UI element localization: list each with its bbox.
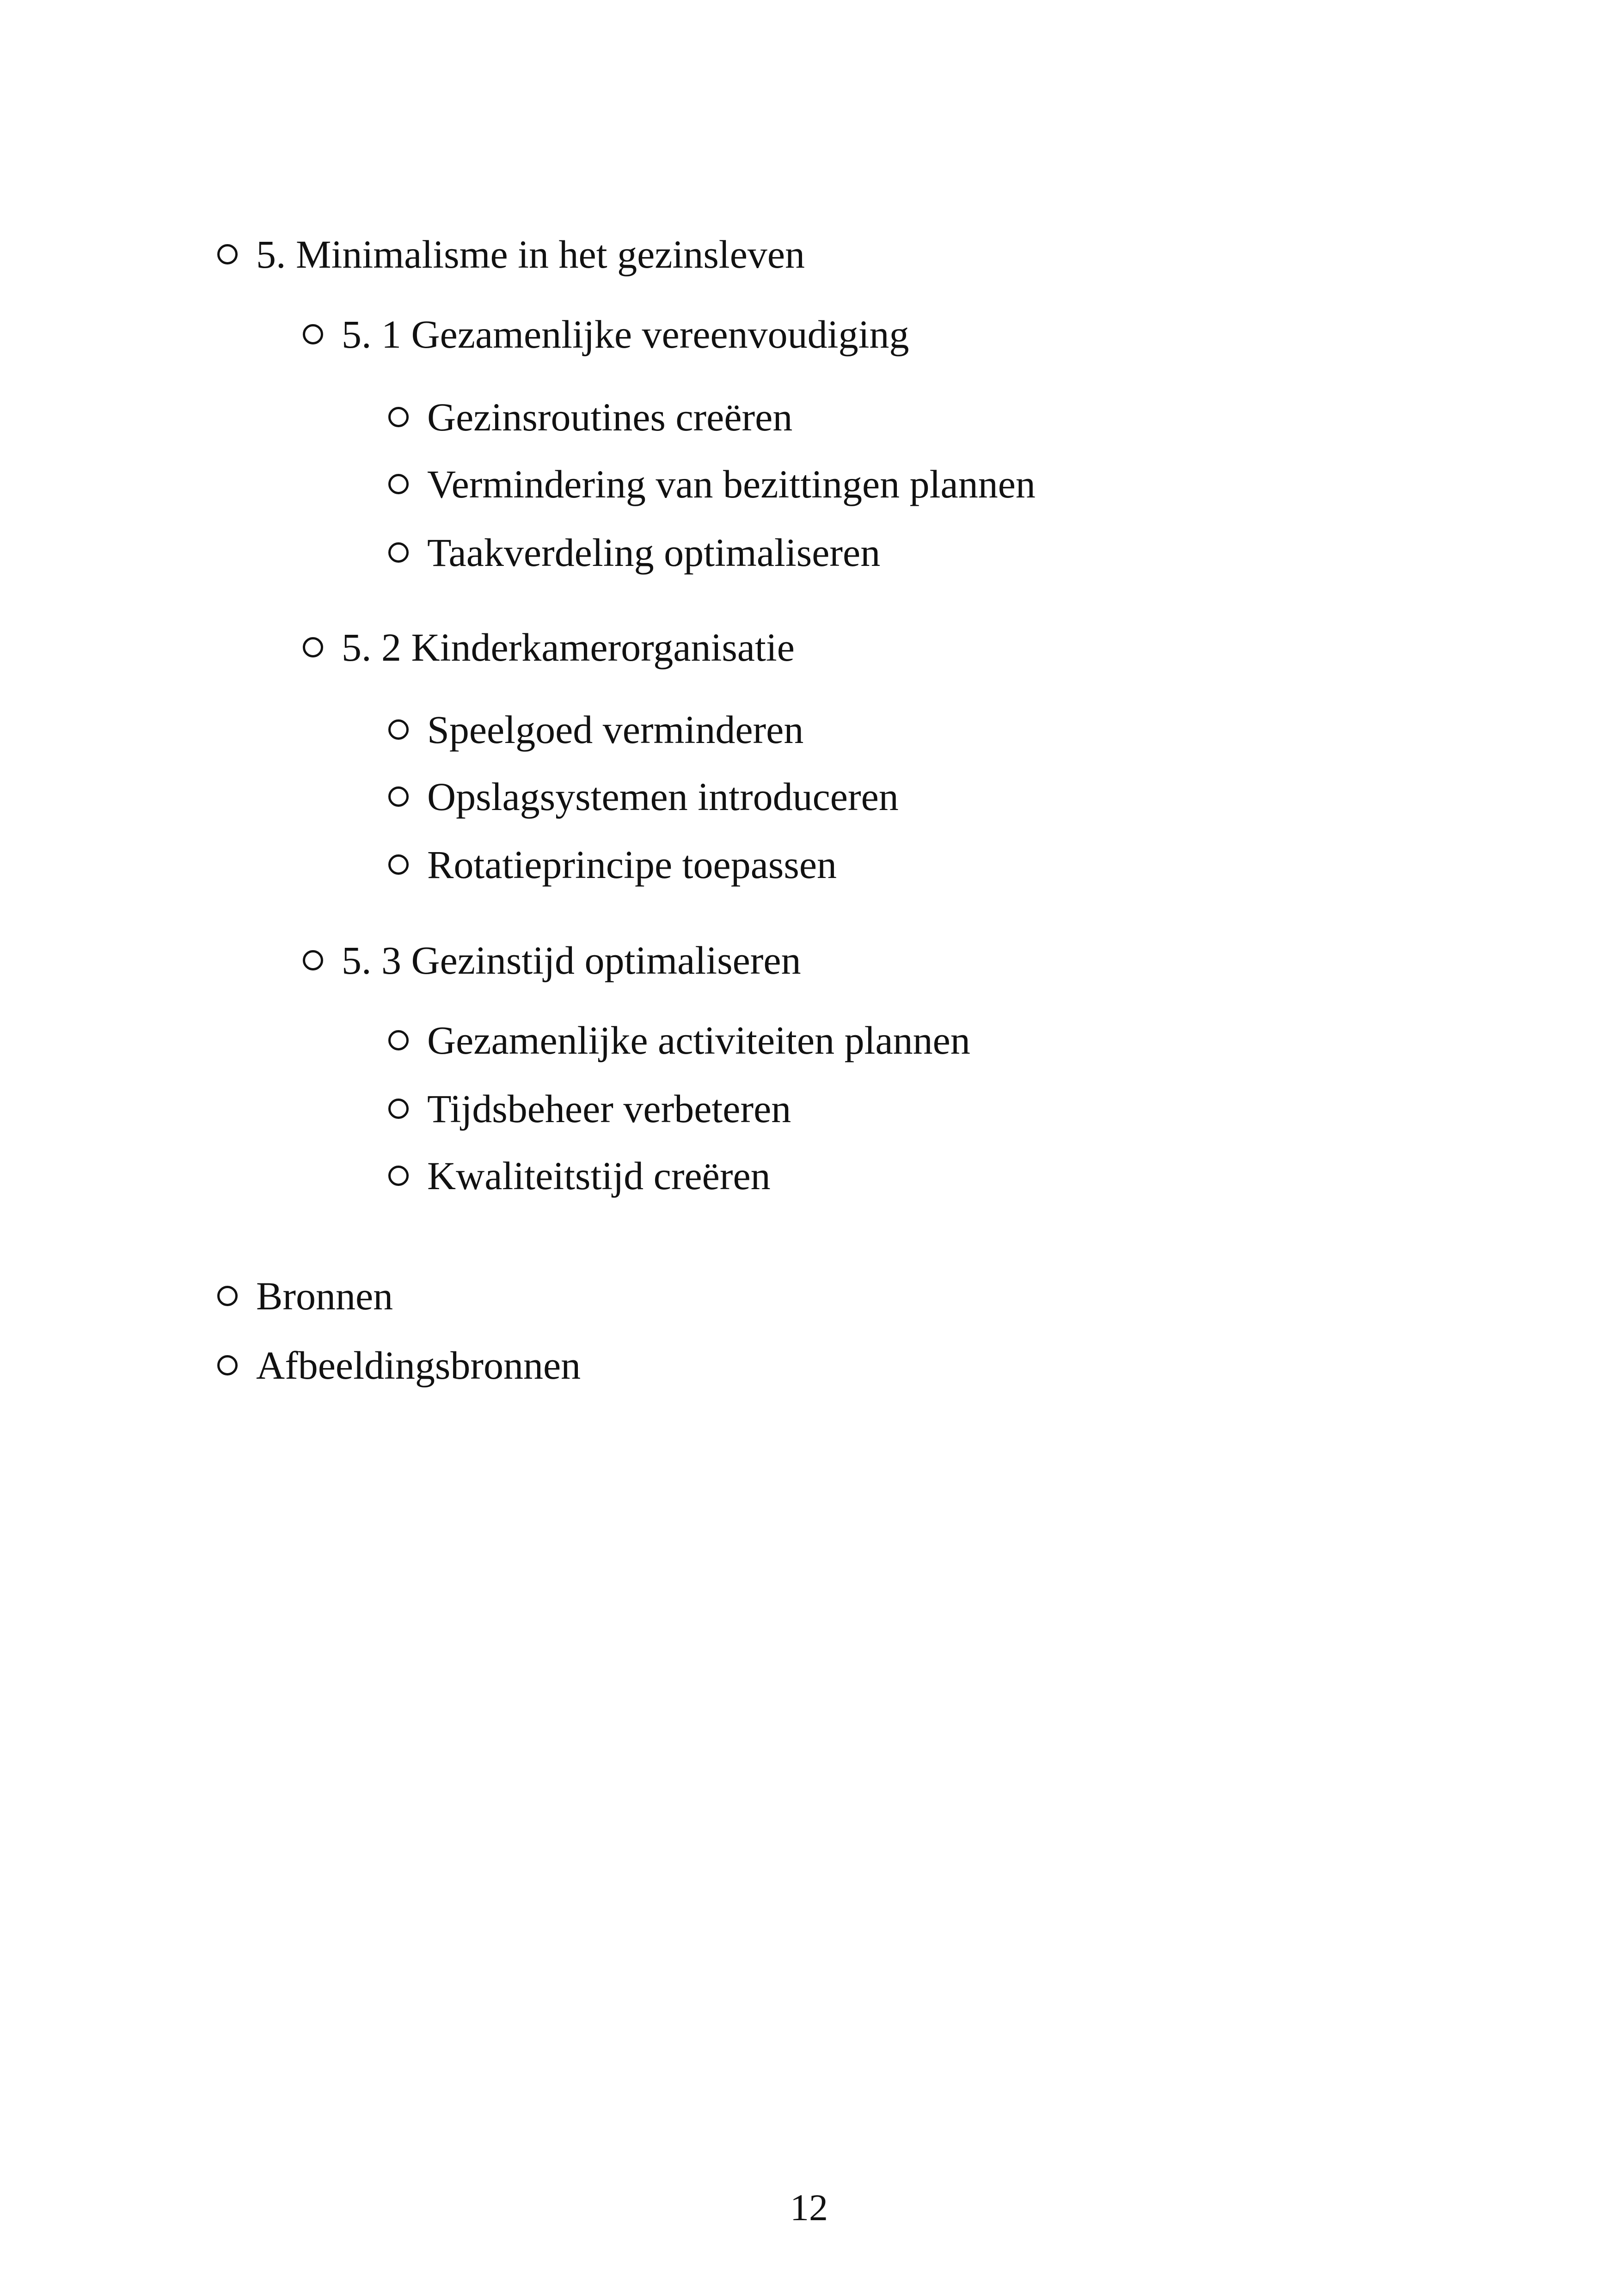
- circle-bullet-icon: [388, 474, 409, 494]
- toc-section-label: Bronnen: [256, 1274, 393, 1318]
- toc-section-label: 5. Minimalisme in het gezinsleven: [256, 232, 805, 276]
- circle-bullet-icon: [388, 542, 409, 563]
- circle-bullet-icon: [303, 324, 323, 344]
- toc-item-label: Tijdsbeheer verbeteren: [427, 1087, 791, 1131]
- circle-bullet-icon: [388, 1099, 409, 1119]
- toc-subsection-label: 5. 2 Kinderkamerorganisatie: [342, 625, 795, 669]
- toc-subsection-label: 5. 3 Gezinstijd optimaliseren: [342, 938, 801, 982]
- circle-bullet-icon: [388, 1166, 409, 1186]
- toc-item-label: Gezinsroutines creëren: [427, 395, 793, 439]
- circle-bullet-icon: [388, 786, 409, 807]
- toc-item-label: Vermindering van bezittingen plannen: [427, 462, 1036, 506]
- circle-bullet-icon: [388, 1030, 409, 1050]
- circle-bullet-icon: [388, 854, 409, 875]
- toc-item-label: Opslagsystemen introduceren: [427, 774, 899, 819]
- page-number: 12: [790, 2186, 828, 2228]
- toc-item-label: Taakverdeling optimaliseren: [427, 530, 881, 575]
- toc-item-label: Gezamenlijke activiteiten plannen: [427, 1018, 970, 1062]
- circle-bullet-icon: [388, 719, 409, 740]
- toc-section-label: Afbeeldingsbronnen: [256, 1343, 581, 1387]
- circle-bullet-icon: [217, 1355, 238, 1375]
- toc-item-label: Rotatieprincipe toepassen: [427, 842, 837, 887]
- circle-bullet-icon: [303, 637, 323, 657]
- toc-item-label: Kwaliteitstijd creëren: [427, 1154, 771, 1198]
- circle-bullet-icon: [217, 244, 238, 264]
- toc-item-label: Speelgoed verminderen: [427, 707, 804, 752]
- circle-bullet-icon: [388, 407, 409, 427]
- circle-bullet-icon: [303, 950, 323, 970]
- toc-subsection-label: 5. 1 Gezamenlijke vereenvoudiging: [342, 312, 909, 356]
- circle-bullet-icon: [217, 1286, 238, 1306]
